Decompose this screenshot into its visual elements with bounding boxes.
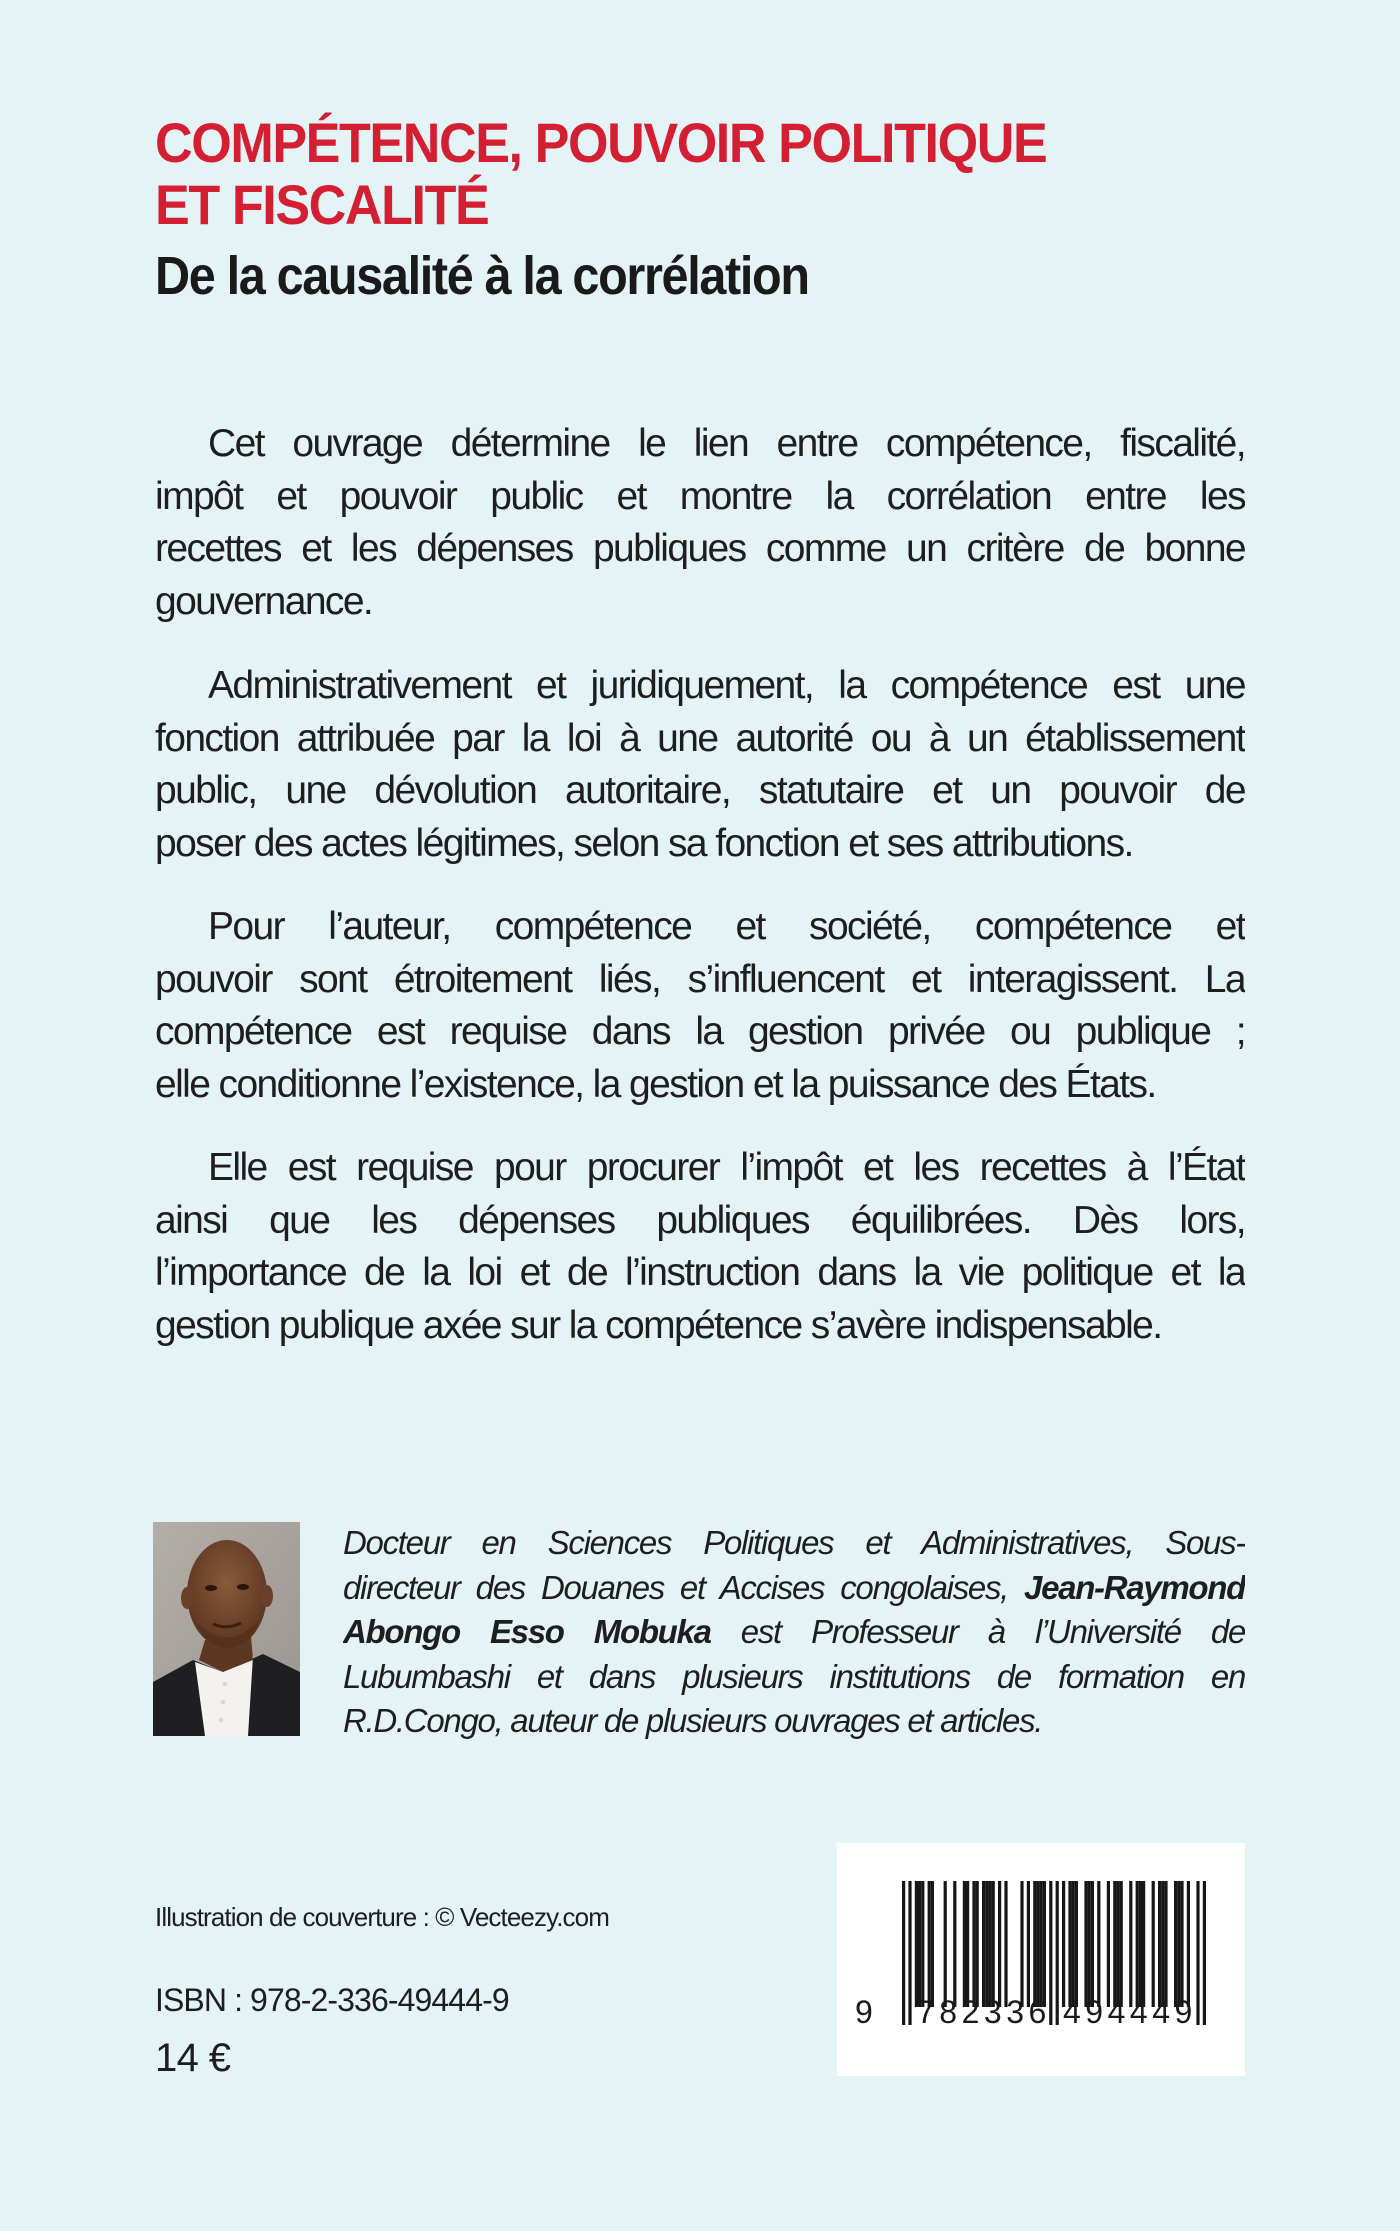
book-title (155, 112, 1178, 236)
bio-line: Lubumbashi et dans plusieurs institutions de formation en (343, 1657, 1245, 1695)
book-title-line-2: ET FISCALITÉ (155, 173, 489, 236)
barcode-bar (953, 1881, 956, 2007)
summary-line: poser des actes légitimes, selon sa fonction et ses attributions. (155, 821, 1133, 865)
barcode-bar (1161, 1881, 1164, 2007)
barcode-bar (1043, 1881, 1046, 2007)
author-photo (153, 1522, 300, 1736)
barcode-bar (1120, 1881, 1123, 2007)
bio-text: directeur des Douanes et Accises congolaises, (343, 1568, 1025, 1606)
barcode-bar (1203, 1881, 1206, 2025)
summary-line: impôt et pouvoir public et montre la corrélation entre les (155, 474, 1245, 518)
barcode-bar (1139, 1881, 1142, 2007)
barcode-bar (1113, 1881, 1116, 2007)
summary-paragraph-1 (155, 418, 1245, 628)
barcode-bar (931, 1881, 934, 2007)
barcode-bar (1174, 1881, 1177, 2007)
barcode-bar (928, 1881, 931, 2007)
author-name: Jean-Raymond (1024, 1568, 1245, 1606)
barcode-bar (1164, 1881, 1167, 2007)
author-portrait-icon (153, 1522, 300, 1736)
summary-line: gouvernance. (155, 579, 373, 623)
barcode-bar (1152, 1881, 1155, 2007)
summary-line: compétence est requise dans la gestion privée ou publique ; (155, 1010, 1245, 1053)
barcode-bar (998, 1881, 1001, 2007)
barcode-bar (1177, 1881, 1180, 2007)
barcode-bar (988, 1881, 991, 2007)
barcode-bar (1004, 1881, 1007, 2007)
barcode-bar (1068, 1881, 1071, 2007)
barcode-bar (1027, 1881, 1030, 2007)
book-title-line-1: COMPÉTENCE, POUVOIR POLITIQUE (155, 111, 1047, 174)
barcode-bar (963, 1881, 966, 2007)
barcode-left-digits: 782336 (917, 1994, 1051, 2030)
barcode-bar (1129, 1881, 1132, 2007)
summary-line: public, une dévolution autoritaire, statutaire et un pouvoir de (155, 769, 1245, 812)
barcode-bar (976, 1881, 979, 2007)
barcode-bar (966, 1881, 969, 2007)
barcode-bar (1187, 1881, 1190, 2007)
barcode-bar (1196, 1881, 1199, 2025)
summary-paragraph-4 (155, 1142, 1245, 1352)
summary-line: Elle est requise pour procurer l’impôt et les recettes à l’État (208, 1146, 1245, 1189)
barcode-icon (837, 1843, 1245, 2076)
barcode-first-digit: 9 (855, 1994, 873, 2030)
summary-line: Pour l’auteur, compétence et société, compétence et (208, 905, 1245, 948)
barcode-bar (1075, 1881, 1078, 2007)
summary-line: pouvoir sont étroitement liés, s’influencent et interagissent. La (155, 957, 1245, 1001)
bio-line: R.D.Congo, auteur de plusieurs ouvrages et articles. (343, 1702, 1043, 1739)
summary-paragraph-2 (155, 660, 1245, 870)
illustration-credit: Illustration de couverture : © Vecteezy.com (155, 1902, 609, 1932)
barcode-bar (915, 1881, 918, 2007)
barcode-bar (902, 1881, 905, 2025)
summary-line: fonction attribuée par la loi à une autorité ou à un établissement (155, 716, 1245, 760)
barcode-bar (1142, 1881, 1145, 2007)
barcode-bar (1136, 1881, 1139, 2007)
barcode-bar (1062, 1881, 1065, 2007)
bio-line (343, 1610, 1245, 1655)
barcode (837, 1843, 1245, 2076)
isbn: ISBN : 978-2-336-49444-9 (155, 1982, 509, 2018)
barcode-bar (1107, 1881, 1110, 2007)
author-name: Abongo Esso Mobuka (343, 1613, 711, 1650)
barcode-bar (1158, 1881, 1161, 2007)
summary-paragraph-3 (155, 901, 1245, 1111)
barcode-right-digits: 494449 (1063, 1994, 1197, 2030)
barcode-bar (982, 1881, 985, 2007)
summary-line: ainsi que les dépenses publiques équilibrées. Dès lors, (155, 1198, 1245, 1242)
barcode-bar (1040, 1881, 1043, 2007)
summary-line: gestion publique axée sur la compétence s’avère indispensable. (155, 1303, 1162, 1347)
barcode-bar (1091, 1881, 1094, 2007)
barcode-bar (1180, 1881, 1183, 2007)
bio-line (343, 1566, 1245, 1611)
barcode-bar (944, 1881, 947, 2007)
summary-line: Cet ouvrage détermine le lien entre compétence, fiscalité, (208, 422, 1245, 465)
barcode-bar (1056, 1881, 1059, 2025)
barcode-bar (908, 1881, 911, 2025)
barcode-bar (972, 1881, 975, 2007)
barcode-bar (1088, 1881, 1091, 2007)
barcode-bar (1033, 1881, 1036, 2007)
barcode-bar (1072, 1881, 1075, 2007)
bio-line: Docteur en Sciences Politiques et Administratives, Sous- (343, 1524, 1245, 1561)
barcode-bar (1116, 1881, 1119, 2007)
barcode-bar (1036, 1881, 1039, 2007)
barcode-bar (921, 1881, 924, 2007)
summary-line: recettes et les dépenses publiques comme un critère de bonne (155, 527, 1245, 570)
barcode-bar (992, 1881, 995, 2007)
summary-line: Administrativement et juridiquement, la compétence est une (208, 664, 1245, 707)
bio-text: est Professeur à l’Université de (710, 1613, 1245, 1650)
barcode-bar (918, 1881, 921, 2007)
summary-line: elle conditionne l’existence, la gestion et la puissance des États. (155, 1062, 1156, 1106)
barcode-bar (1097, 1881, 1100, 2007)
barcode-bar (1084, 1881, 1087, 2007)
book-subtitle: De la causalité à la corrélation (155, 246, 809, 306)
barcode-bar (985, 1881, 988, 2007)
barcode-bar (1020, 1881, 1023, 2007)
price: 14 € (155, 2036, 231, 2080)
author-bio (343, 1521, 1245, 1744)
summary-line: l’importance de la loi et de l’instruction dans la vie politique et la (155, 1251, 1245, 1294)
